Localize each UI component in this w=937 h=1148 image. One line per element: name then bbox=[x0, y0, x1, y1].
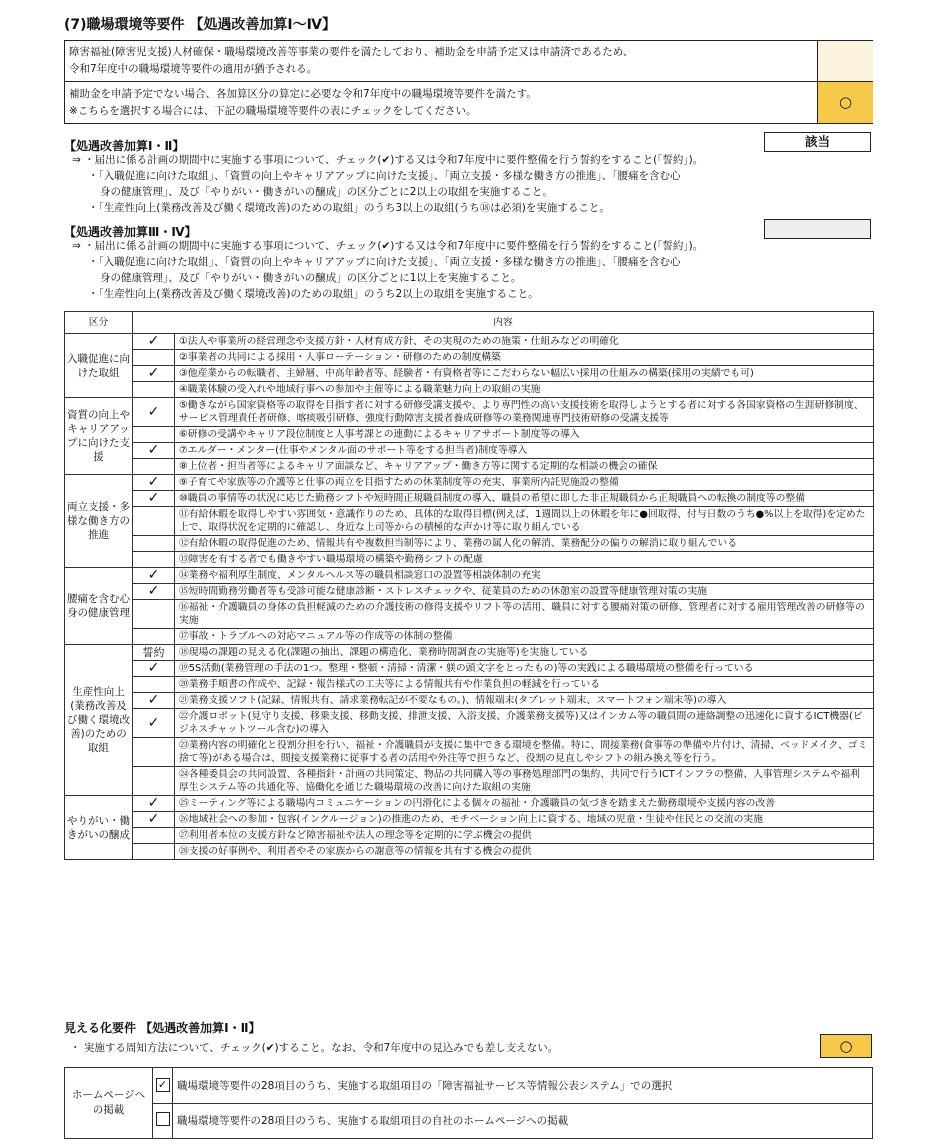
publication-option-1-text: 職場環境等要件の28項目のうち、実施する取組項目の「障害福祉サービス等情報公表システム」での選択 bbox=[173, 1068, 873, 1104]
requirement-row bbox=[65, 475, 874, 491]
requirement-text: ⑱現場の課題の見える化(課題の抽出、課題の構造化、業務時間調査の実施等)を実施している bbox=[175, 645, 874, 661]
requirement-check-cell[interactable] bbox=[133, 507, 175, 536]
column-header-category: 区分 bbox=[65, 312, 133, 334]
requirement-check-cell[interactable] bbox=[133, 828, 175, 844]
option-subsidy-line1: 障害福祉(障害児支援)人材確保・職場環境改善等事業の要件を満たしており、補助金を申請予定又は申請済であるため、 bbox=[69, 46, 634, 58]
requirement-text: ㉘支援の好事例や、利用者やその家族からの謝意等の情報を共有する機会の提供 bbox=[175, 844, 874, 860]
requirement-check-cell[interactable] bbox=[133, 600, 175, 629]
requirement-text: ㉒介護ロボット(見守り支援、移乗支援、移動支援、排泄支援、入浴支援、介護業務支援等)又はインカム等の職員間の連絡調整の迅速化に資するICT機器(ビジネスチャットツール含む)の導入 bbox=[175, 709, 874, 738]
requirement-row bbox=[65, 366, 874, 382]
requirement-row bbox=[65, 398, 874, 427]
visibility-heading: 見える化要件 【処遇改善加算Ⅰ・Ⅱ】 bbox=[64, 1021, 261, 1035]
category-label: 生産性向上(業務改善及び働く環境改善)のための取組 bbox=[65, 645, 133, 796]
requirement-row bbox=[65, 709, 874, 738]
requirement-text: ⑬障害を有する者でも働きやすい職場環境の構築や勤務シフトの配慮 bbox=[175, 552, 874, 568]
requirement-text: ⑦エルダー・メンター(仕事やメンタル面のサポート等をする担当者)制度等導入 bbox=[175, 443, 874, 459]
option-requirement-line1: 補助金を申請予定でない場合、各加算区分の算定に必要な令和7年度中の職場環境等要件を満たす。 bbox=[69, 88, 537, 100]
requirement-text: ⑮短時間勤務労働者等も受診可能な健康診断・ストレスチェックや、従業員のための休憩室の設置等健康管理対策の実施 bbox=[175, 584, 874, 600]
requirement-text: ㉗利用者本位の支援方針など障害福祉や法人の理念等を定期的に学ぶ機会の提供 bbox=[175, 828, 874, 844]
option-requirement-row bbox=[64, 81, 873, 124]
requirement-text: ⑲5S活動(業務管理の手法の1つ。整理・整頓・清掃・清潔・躾の頭文字をとったもの)等の実践による職場環境の整備を行っている bbox=[175, 661, 874, 677]
requirement-row bbox=[65, 693, 874, 709]
requirement-text: ⑨子育てや家族等の介護等と仕事の両立を目指すための休業制度等の充実、事業所内託児施設の整備 bbox=[175, 475, 874, 491]
requirement-text: ⑩職員の事情等の状況に応じた勤務シフトや短時間正規職員制度の導入、職員の希望に即した非正規職員から正規職員への転換の制度等の整備 bbox=[175, 491, 874, 507]
requirement-check-cell[interactable]: ✓ bbox=[133, 443, 175, 459]
homepage-publication-label: ホームページへの掲載 bbox=[65, 1068, 153, 1139]
requirement-check-cell[interactable] bbox=[133, 738, 175, 767]
requirement-row bbox=[65, 427, 874, 443]
requirement-check-cell[interactable]: ✓ bbox=[133, 693, 175, 709]
requirement-row bbox=[65, 584, 874, 600]
section-1-2-heading: 【処遇改善加算Ⅰ・Ⅱ】 bbox=[64, 139, 185, 153]
requirement-check-cell[interactable]: ✓ bbox=[133, 491, 175, 507]
requirement-text: ㉔各種委員会の共同設置、各種指針・計画の共同策定、物品の共同購入等の事務処理部門の集約、共同で行うICTインフラの整備、人事管理システムや福利厚生システム等の共通化等、協働化を通じた職場環境の改善に向けた取組の実施 bbox=[175, 767, 874, 796]
requirement-text: ⑫有給休暇の取得促進のため、情報共有や複数担当制等により、業務の属人化の解消、業務配分の偏りの解消に取り組んでいる bbox=[175, 536, 874, 552]
category-label: 入職促進に向けた取組 bbox=[65, 334, 133, 398]
requirement-row bbox=[65, 796, 874, 812]
section-1-2-line2: ・「入職促進に向けた取組」、「資質の向上やキャリアアップに向けた支援」、「両立支援・多様な働き方の推進」、「腰痛を含む心 bbox=[88, 170, 681, 182]
requirement-check-cell[interactable]: ✓ bbox=[133, 796, 175, 812]
requirement-check-cell[interactable]: ✓ bbox=[133, 709, 175, 738]
category-label: 資質の向上やキャリアアップに向けた支援 bbox=[65, 398, 133, 475]
requirement-check-cell[interactable]: ✓ bbox=[133, 584, 175, 600]
requirement-row bbox=[65, 738, 874, 767]
requirement-text: ㉓業務内容の明確化と役割分担を行い、福祉・介護職員が支援に集中できる環境を整備。特に、間接業務(食事等の準備や片付け、清掃、ベッドメイク、ゴミ捨て等)がある場合は、間接支援業務に従事する者の活用や外注等で担うなど、役割の見直しやシフトの組み換え等を行う。 bbox=[175, 738, 874, 767]
requirement-row bbox=[65, 491, 874, 507]
section-1-2-line4: ・「生産性向上(業務改善及び働く環境改善)のための取組」のうち3以上の取組(うち⑱は必須)を実施すること。 bbox=[88, 202, 610, 214]
requirement-check-cell[interactable] bbox=[133, 382, 175, 398]
column-header-content: 内容 bbox=[133, 312, 874, 334]
requirement-row bbox=[65, 844, 874, 860]
requirement-check-cell[interactable] bbox=[133, 552, 175, 568]
requirements-table bbox=[64, 311, 874, 860]
requirement-text: ㉖地域社会への参加・包容(インクルージョン)の推進のため、モチベーション向上に資する、地域の児童・生徒や住民との交流の実施 bbox=[175, 812, 874, 828]
requirement-text: ④職業体験の受入れや地域行事への参加や主催等による職業魅力向上の取組の実施 bbox=[175, 382, 874, 398]
requirement-row bbox=[65, 382, 874, 398]
requirement-check-cell[interactable] bbox=[133, 677, 175, 693]
option-subsidy-select[interactable] bbox=[817, 41, 873, 81]
requirement-text: ⑳業務手順書の作成や、記録・報告様式の工夫等による情報共有や作業負担の軽減を行っている bbox=[175, 677, 874, 693]
option-subsidy-line2: 令和7年度中の職場環境等要件の適用が猶予される。 bbox=[69, 63, 318, 75]
requirement-text: ⑭業務や福利厚生制度、メンタルヘルス等の職員相談窓口の設置等相談体制の充実 bbox=[175, 568, 874, 584]
requirement-check-cell[interactable]: ✓ bbox=[133, 398, 175, 427]
requirement-row bbox=[65, 459, 874, 475]
section-1-2-line1: ⇒ ・届出に係る計画の期間中に実施する事項について、チェック(✔)する又は令和7年度中に要件整備を行う誓約をすること(「誓約」)。 bbox=[72, 154, 704, 166]
publication-option-2-checkbox[interactable] bbox=[156, 1112, 170, 1126]
section-3-4-status-badge bbox=[764, 219, 871, 239]
requirement-row bbox=[65, 629, 874, 645]
requirement-row bbox=[65, 677, 874, 693]
requirement-row bbox=[65, 443, 874, 459]
requirement-check-cell[interactable]: ✓ bbox=[133, 475, 175, 491]
page-title: (7)職場環境等要件 【処遇改善加算Ⅰ～Ⅳ】 bbox=[64, 17, 337, 33]
section-3-4-line1: ⇒ ・届出に係る計画の期間中に実施する事項について、チェック(✔)する又は令和7年度中に要件整備を行う誓約をすること(「誓約」)。 bbox=[72, 240, 704, 252]
requirement-check-cell[interactable] bbox=[133, 536, 175, 552]
requirement-text: ⑤働きながら国家資格等の取得を目指す者に対する研修受講支援や、より専門性の高い支援技術を取得しようとする者に対する各国家資格の生涯研修制度、サービス管理責任者研修、喀痰吸引研修、強度行動障害支援者養成研修等の業務関連専門技術研修の受講支援等 bbox=[175, 398, 874, 427]
requirement-row bbox=[65, 334, 874, 350]
requirement-check-cell[interactable]: ✓ bbox=[133, 661, 175, 677]
section-1-2-status-badge: 該当 bbox=[764, 132, 871, 152]
option-requirement-select[interactable]: ○ bbox=[817, 82, 873, 123]
section-3-4-line2: ・「入職促進に向けた取組」、「資質の向上やキャリアアップに向けた支援」、「両立支援・多様な働き方の推進」、「腰痛を含む心 bbox=[88, 256, 681, 268]
requirement-row bbox=[65, 812, 874, 828]
requirement-row bbox=[65, 767, 874, 796]
requirement-check-cell[interactable]: 誓約 bbox=[133, 645, 175, 661]
section-3-4-line3: 身の健康管理」、及び「やりがい・働きがいの醸成」の区分ごとに1以上を実施すること。 bbox=[100, 272, 522, 284]
requirement-check-cell[interactable] bbox=[133, 844, 175, 860]
requirement-row bbox=[65, 600, 874, 629]
requirement-text: ㉑業務支援ソフト(記録、情報共有、請求業務転記が不要なもの。)、情報端末(タブレット端末、スマートフォン端末等)の導入 bbox=[175, 693, 874, 709]
requirement-check-cell[interactable]: ✓ bbox=[133, 366, 175, 382]
requirement-text: ⑰事故・トラブルへの対応マニュアル等の作成等の体制の整備 bbox=[175, 629, 874, 645]
requirement-row bbox=[65, 552, 874, 568]
requirement-row bbox=[65, 645, 874, 661]
section-3-4-line4: ・「生産性向上(業務改善及び働く環境改善)のための取組」のうち2以上の取組を実施すること。 bbox=[88, 288, 539, 300]
visibility-select[interactable]: ○ bbox=[820, 1034, 872, 1058]
requirement-row bbox=[65, 350, 874, 366]
option-subsidy-row bbox=[64, 40, 873, 82]
requirement-text: ②事業者の共同による採用・人事ローテーション・研修のための制度構築 bbox=[175, 350, 874, 366]
requirement-text: ①法人や事業所の経営理念や支援方針・人材育成方針、その実現のための施策・仕組みなどの明確化 bbox=[175, 334, 874, 350]
requirement-check-cell[interactable] bbox=[133, 427, 175, 443]
requirement-check-cell[interactable] bbox=[133, 459, 175, 475]
option-requirement-line2: ※こちらを選択する場合には、下記の職場環境等要件の表にチェックをしてください。 bbox=[69, 105, 477, 117]
section-1-2-line3: 身の健康管理」、及び「やりがい・働きがいの醸成」の区分ごとに2以上の取組を実施すること。 bbox=[100, 186, 553, 198]
requirement-check-cell[interactable]: ✓ bbox=[133, 568, 175, 584]
requirement-text: ⑧上位者・担当者等によるキャリア面談など、キャリアアップ・働き方等に関する定期的な相談の機会の確保 bbox=[175, 459, 874, 475]
category-label: やりがい・働きがいの醸成 bbox=[65, 796, 133, 860]
requirements-body bbox=[65, 334, 874, 860]
requirement-text: ⑪有給休暇を取得しやすい雰囲気・意識作りのため、具体的な取得目標(例えば、1週間以上の休暇を年に●回取得、付与日数のうち●%以上を取得)を定めた上で、取得状況を定期的に確認し、身近な上司等からの積極的な声かけ等に取り組んでいる bbox=[175, 507, 874, 536]
requirement-row bbox=[65, 536, 874, 552]
requirement-check-cell[interactable]: ✓ bbox=[133, 812, 175, 828]
requirement-check-cell[interactable] bbox=[133, 767, 175, 796]
requirement-check-cell[interactable]: ✓ bbox=[133, 334, 175, 350]
section-3-4-heading: 【処遇改善加算Ⅲ・Ⅳ】 bbox=[64, 225, 197, 239]
publication-option-2-text: 職場環境等要件の28項目のうち、実施する取組項目の自社のホームページへの掲載 bbox=[173, 1103, 873, 1139]
requirement-row bbox=[65, 507, 874, 536]
requirement-check-cell[interactable] bbox=[133, 629, 175, 645]
requirement-text: ㉕ミーティング等による職場内コミュニケーションの円滑化による個々の福祉・介護職員の気づきを踏まえた勤務環境や支援内容の改善 bbox=[175, 796, 874, 812]
publication-option-1-checkbox[interactable]: ✓ bbox=[156, 1078, 170, 1092]
requirement-row bbox=[65, 568, 874, 584]
visibility-instruction: ・ 実施する周知方法について、チェック(✔)すること。なお、令和7年度中の見込みでも差し支えない。 bbox=[70, 1042, 559, 1054]
requirement-text: ⑥研修の受講やキャリア段位制度と人事考課との連動によるキャリアサポート制度等の導入 bbox=[175, 427, 874, 443]
homepage-publication-table bbox=[64, 1067, 873, 1139]
category-label: 両立支援・多様な働き方の推進 bbox=[65, 475, 133, 568]
requirement-text: ③他産業からの転職者、主婦層、中高年齢者等、経験者・有資格者等にこだわらない幅広い採用の仕組みの構築(採用の実績でも可) bbox=[175, 366, 874, 382]
requirement-check-cell[interactable] bbox=[133, 350, 175, 366]
requirement-row bbox=[65, 828, 874, 844]
requirement-row bbox=[65, 661, 874, 677]
requirement-text: ⑯福祉・介護職員の身体の負担軽減のための介護技術の修得支援やリフト等の活用、職員に対する腰痛対策の研修、管理者に対する雇用管理改善の研修等の実施 bbox=[175, 600, 874, 629]
category-label: 腰痛を含む心身の健康管理 bbox=[65, 568, 133, 645]
